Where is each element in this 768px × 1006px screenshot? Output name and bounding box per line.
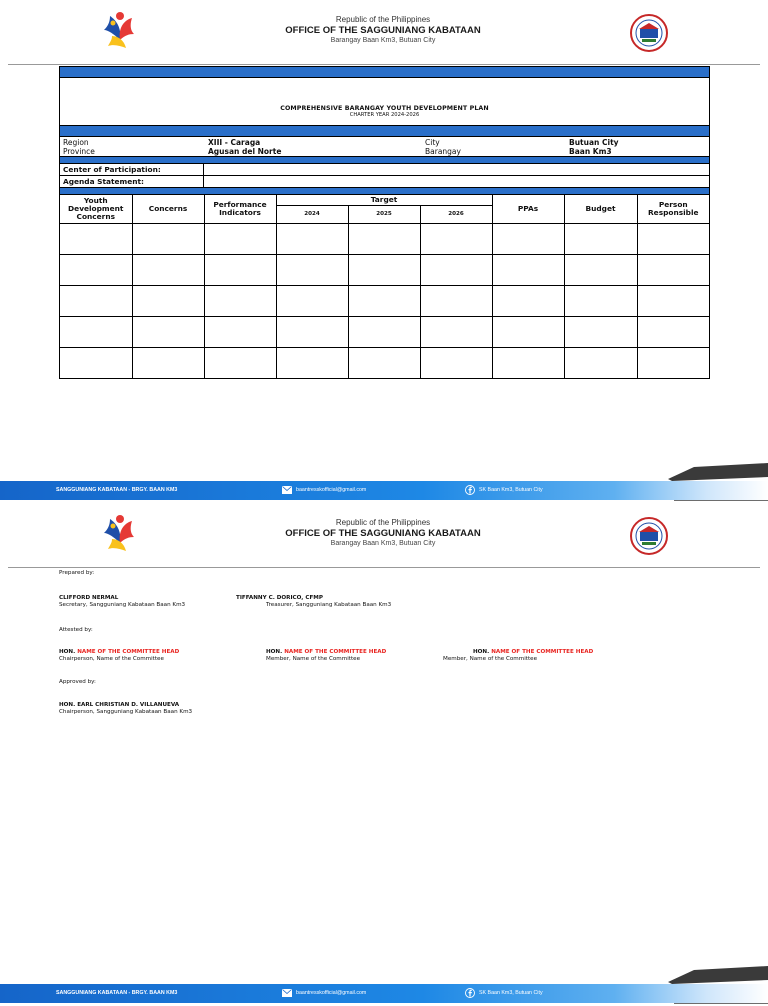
committee-member-signature: HON. NAME OF THE COMMITTEE HEAD Member, Name of the Committee	[266, 649, 387, 662]
treasurer-signature	[236, 595, 391, 609]
header-divider	[8, 567, 760, 568]
letterhead	[230, 15, 536, 44]
footer-org: SANGGUNIANG KABATAAN - BRGY. BAAN KM3	[56, 990, 178, 996]
treasurer-title: Treasurer, Sangguniang Kabataan Baan Km3	[266, 602, 392, 608]
footer-email[interactable]: baantresskofficial@gmail.com	[296, 990, 367, 996]
header-address: Barangay Baan Km3, Butuan City	[330, 37, 436, 44]
city-value: Butuan City	[569, 138, 619, 147]
secretary-title: Secretary, Sangguniang Kabataan Baan Km3	[59, 602, 186, 608]
committee-head-name: NAME OF THE COMMITTEE HEAD	[491, 649, 594, 655]
labels-right	[425, 139, 461, 156]
committee-member-title: Member, Name of the Committee	[266, 656, 361, 662]
col-person-responsible: Person Responsible	[637, 195, 709, 223]
table-row	[60, 223, 709, 254]
committee-member-signature: HON. NAME OF THE COMMITTEE HEAD Member, Name of the Committee	[443, 649, 594, 662]
col-budget: Budget	[564, 195, 637, 223]
sk-logo-icon	[102, 513, 136, 553]
committee-head-name: NAME OF THE COMMITTEE HEAD	[77, 649, 180, 655]
barangay-seal-icon	[630, 517, 668, 555]
page-footer	[0, 481, 768, 500]
plan-title-box	[60, 78, 709, 126]
table-row	[60, 254, 709, 285]
labels-left	[63, 139, 95, 156]
email-icon	[282, 486, 292, 494]
attested-by-label: Attested by:	[59, 627, 93, 633]
region-label: Region	[63, 138, 89, 147]
header-office: OFFICE OF THE SAGGUNIANG KABATAAN	[285, 528, 481, 539]
header-address: Barangay Baan Km3, Butuan City	[330, 540, 436, 547]
blue-band	[60, 157, 709, 164]
col-youth-development-concerns: Youth Development Concerns	[60, 195, 132, 223]
blue-band	[60, 126, 709, 137]
header-divider	[8, 64, 760, 65]
email-icon	[282, 989, 292, 997]
youth-development-plan-table	[59, 66, 710, 379]
footer-facebook[interactable]: SK Baan Km3, Butuan City	[479, 990, 543, 996]
col-concerns: Concerns	[132, 195, 204, 223]
values-left	[208, 139, 281, 156]
province-label: Province	[63, 146, 95, 156]
page-footer	[0, 984, 768, 1003]
location-info	[60, 137, 709, 157]
sk-logo-icon	[102, 10, 136, 50]
barangay-label: Barangay	[425, 146, 461, 156]
barangay-value: Baan Km3	[569, 146, 612, 156]
letterhead	[230, 518, 536, 547]
city-label: City	[425, 138, 440, 147]
col-year: 2026	[420, 205, 492, 223]
secretary-signature	[59, 595, 185, 609]
facebook-icon	[465, 485, 475, 495]
header-office: OFFICE OF THE SAGGUNIANG KABATAAN	[285, 25, 481, 36]
prepared-by-label: Prepared by:	[59, 570, 95, 576]
chairperson-signature	[59, 702, 192, 716]
province-value: Agusan del Norte	[208, 146, 282, 156]
center-of-participation-row	[60, 164, 709, 176]
committee-chair-signature: HON. NAME OF THE COMMITTEE HEAD Chairperson, Name of the Committee	[59, 649, 180, 662]
agenda-statement-row	[60, 176, 709, 188]
plan-grid	[60, 195, 709, 378]
col-year: 2024	[276, 205, 348, 223]
center-label: Center of Participation:	[63, 165, 161, 174]
col-ppas: PPAs	[492, 195, 564, 223]
footer-org: SANGGUNIANG KABATAAN - BRGY. BAAN KM3	[56, 487, 178, 493]
footer-email[interactable]: baantresskofficial@gmail.com	[296, 487, 367, 493]
header-republic: Republic of the Philippines	[335, 518, 431, 527]
table-row	[60, 347, 709, 378]
secretary-name: CLIFFORD NERMAL	[59, 595, 119, 601]
table-row	[60, 316, 709, 347]
treasurer-name: TIFFANNY C. DORICO, CFMP	[236, 595, 323, 601]
chairperson-name: HON. EARL CHRISTIAN D. VILLANUEVA	[59, 702, 180, 708]
footer-facebook[interactable]: SK Baan Km3, Butuan City	[479, 487, 543, 493]
barangay-seal-icon	[630, 14, 668, 52]
committee-member-title: Member, Name of the Committee	[443, 656, 538, 662]
approved-by-label: Approved by:	[59, 679, 96, 685]
region-value: XIII - Caraga	[208, 138, 261, 147]
col-year: 2025	[348, 205, 420, 223]
header-republic: Republic of the Philippines	[335, 15, 431, 24]
page-2	[0, 503, 768, 1006]
committee-head-name: NAME OF THE COMMITTEE HEAD	[284, 649, 387, 655]
col-performance-indicators: Performance Indicators	[204, 195, 276, 223]
plan-subtitle: CHARTER YEAR 2024-2026	[349, 112, 420, 118]
facebook-icon	[465, 988, 475, 998]
plan-title: COMPREHENSIVE BARANGAY YOUTH DEVELOPMENT PLAN	[280, 105, 489, 112]
values-right	[569, 139, 619, 156]
blue-band	[60, 67, 709, 78]
blue-band	[60, 188, 709, 195]
col-target: Target	[276, 195, 492, 205]
agenda-label: Agenda Statement:	[63, 177, 144, 186]
chairperson-title: Chairperson, Sangguniang Kabataan Baan Km3	[59, 709, 193, 715]
committee-chair-title: Chairperson, Name of the Committee	[59, 656, 164, 662]
table-row	[60, 285, 709, 316]
